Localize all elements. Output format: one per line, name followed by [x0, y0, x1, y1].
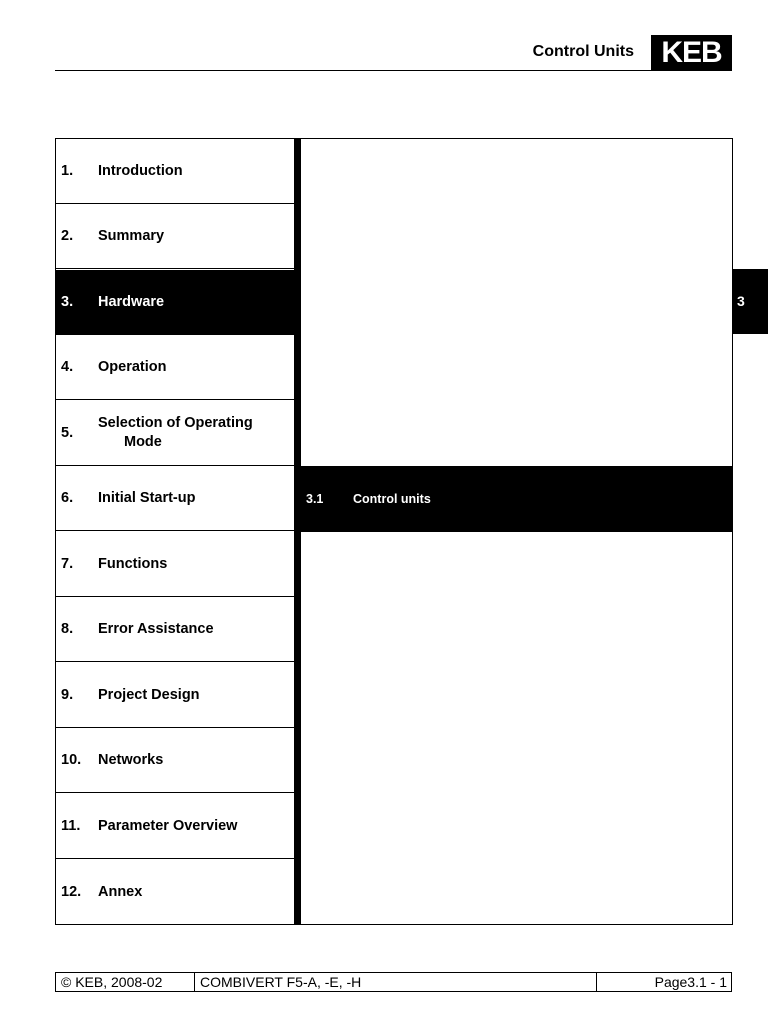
toc-item-error-assistance[interactable] — [56, 597, 294, 662]
chapter-tab — [733, 269, 768, 334]
toc-item-functions[interactable] — [56, 532, 294, 597]
toc-item-label-line1: Selection of Operating — [98, 415, 253, 431]
toc-item-project-design[interactable] — [56, 663, 294, 728]
toc-item-label: Initial Start-up — [98, 490, 196, 506]
toc-item-label: Introduction — [98, 163, 183, 179]
toc-item-label: Project Design — [98, 687, 200, 703]
toc-item-selection-of-operating-mode[interactable] — [56, 401, 294, 466]
toc-item-networks[interactable] — [56, 728, 294, 793]
footer-copyright: © KEB, 2008-02 — [56, 973, 195, 991]
column-divider — [294, 139, 301, 924]
toc-item-label: Error Assistance — [98, 621, 214, 637]
toc-item-label: Operation — [98, 359, 167, 375]
subsection-number: 3.1 — [306, 492, 324, 506]
chapter-list — [56, 139, 294, 924]
toc-item-number: 1. — [61, 163, 74, 179]
footer-page-number: Page3.1 - 1 — [654, 974, 727, 990]
toc-item-number: 5. — [61, 425, 74, 441]
toc-item-number: 8. — [61, 621, 74, 637]
subsection-label: Control units — [353, 492, 431, 506]
header-divider — [55, 70, 732, 71]
toc-item-number: 3. — [61, 294, 74, 310]
toc-item-number: 4. — [61, 359, 74, 375]
toc-item-label: Functions — [98, 556, 168, 572]
subsection-control-units[interactable] — [301, 466, 732, 532]
toc-item-hardware[interactable] — [56, 270, 294, 335]
chapter-tab-number: 3 — [737, 293, 745, 309]
toc-item-label: Parameter Overview — [98, 818, 238, 834]
header-title: Control Units — [532, 43, 634, 60]
toc-item-initial-start-up[interactable] — [56, 466, 294, 531]
toc-item-parameter-overview[interactable] — [56, 794, 294, 859]
toc-item-number: 7. — [61, 556, 74, 572]
toc-item-number: 6. — [61, 490, 74, 506]
toc-item-label: Hardware — [98, 294, 165, 310]
toc-item-introduction[interactable] — [56, 139, 294, 204]
footer-product: COMBIVERT F5-A, -E, -H — [195, 973, 597, 991]
toc-item-label: Networks — [98, 752, 164, 768]
toc-item-label-line2: Mode — [124, 434, 162, 450]
toc-item-number: 9. — [61, 687, 74, 703]
toc-item-number: 11. — [61, 818, 81, 834]
toc-item-operation[interactable] — [56, 335, 294, 400]
toc-item-number: 10. — [61, 752, 82, 768]
toc-item-label: Summary — [98, 228, 165, 244]
toc-item-label: Annex — [98, 883, 143, 900]
toc-item-label — [98, 414, 288, 452]
footer — [55, 972, 732, 992]
toc-item-number: 2. — [61, 228, 74, 244]
keb-logo: KEB — [651, 35, 732, 71]
toc-item-number: 12. — [61, 883, 82, 900]
toc-item-annex[interactable] — [56, 859, 294, 924]
table-of-contents — [55, 138, 733, 925]
toc-item-summary[interactable] — [56, 204, 294, 269]
